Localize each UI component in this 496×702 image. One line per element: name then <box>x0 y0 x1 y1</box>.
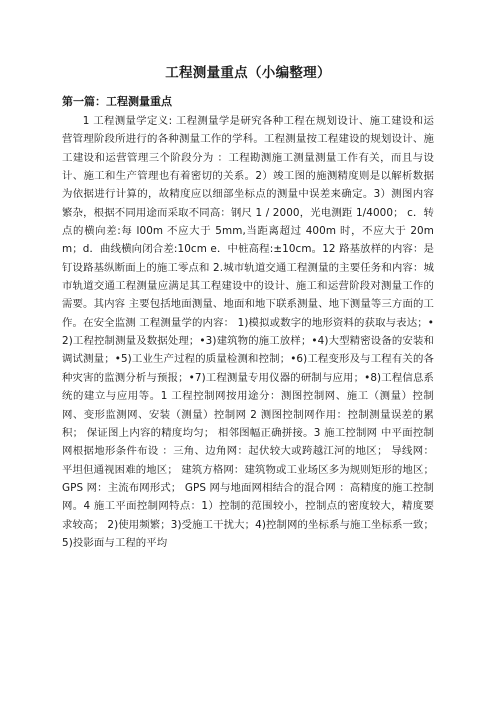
document-title: 工程测量重点（小编整理） <box>165 65 331 81</box>
body-paragraph: 1 工程测量学定义: 工程测量学是研究各种工程在规划设计、施工建设和运营管理阶段所进行的各种测量工作的学科。工程测量按工程建设的规划设计、施工建设和运营管理三个阶段分为 ：工程勘测施工测量测量工作有关，而且与设计、施工和生产管理也有着密切的关系。2）竣工图的施测精度则是以解析数据为依据进行计算的，故精度应以细部坐标点的测量中误差来确定。3）测图内容繁杂，根据不同用途而采取不同高：钢尺 1 / 2000，光电测距 1/4000； c．转点的横向差:每 l00m 不应大于 5mm,当距离超过 400m 时，不应大于 20mm；d．曲线横向闭合差:10cm e．中桩高程:±10cm。12 路基放样的内容：是钉设路基纵断面上的施工零点和 2.城市轨道交通工程测量的主要任务和内容：城市轨道交通工程测量应满足其工程建设中的设计、施工和运营阶段对测量工作的需要。其内容 主要包括地面测量、地面和地下联系测量、地下测量等三方面的工作。在安全监测 工程测量学的内容： 1)模拟或数字的地形资料的获取与表达；•2)工程控制测量及数据处理；•3)建筑物的施工放样；•4)大型精密设备的安装和调试测量；•5)工业生产过程的质量检测和控制；•6)工程变形及与工程有关的各种灾害的监测分析与预报；•7)工程测量专用仪器的研制与应用；•8)工程信息系统的建立与应用等。1 工程控制网按用途分：测图控制网、施工（测量）控制网、变形监测网、安装（测量）控制网 2 测图控制网作用：控制测量误差的累积； 保证图上内容的精度均匀； 相邻图幅正确拼接。3 施工控制网 中平面控制网根据地形条件布设 ：三角、边角网：起伏较大或跨越江河的地区； 导线网：平坦但通视困难的地区； 建筑方格网：建筑物或工业场区多为规则矩形的地区；GPS 网：主流布网形式； GPS 网与地面网相结合的混合网 ：高精度的施工控制网。4 施工平面控制网特点：1）控制的范围较小，控制点的密度较大，精度要求较高； 2)使用频繁；3)受施工干扰大；4)控制网的坐标系与施工坐标系一致； 5)投影面与工程的平均 <box>62 115 434 549</box>
section-heading: 第一篇：工程测量重点 <box>62 95 172 108</box>
